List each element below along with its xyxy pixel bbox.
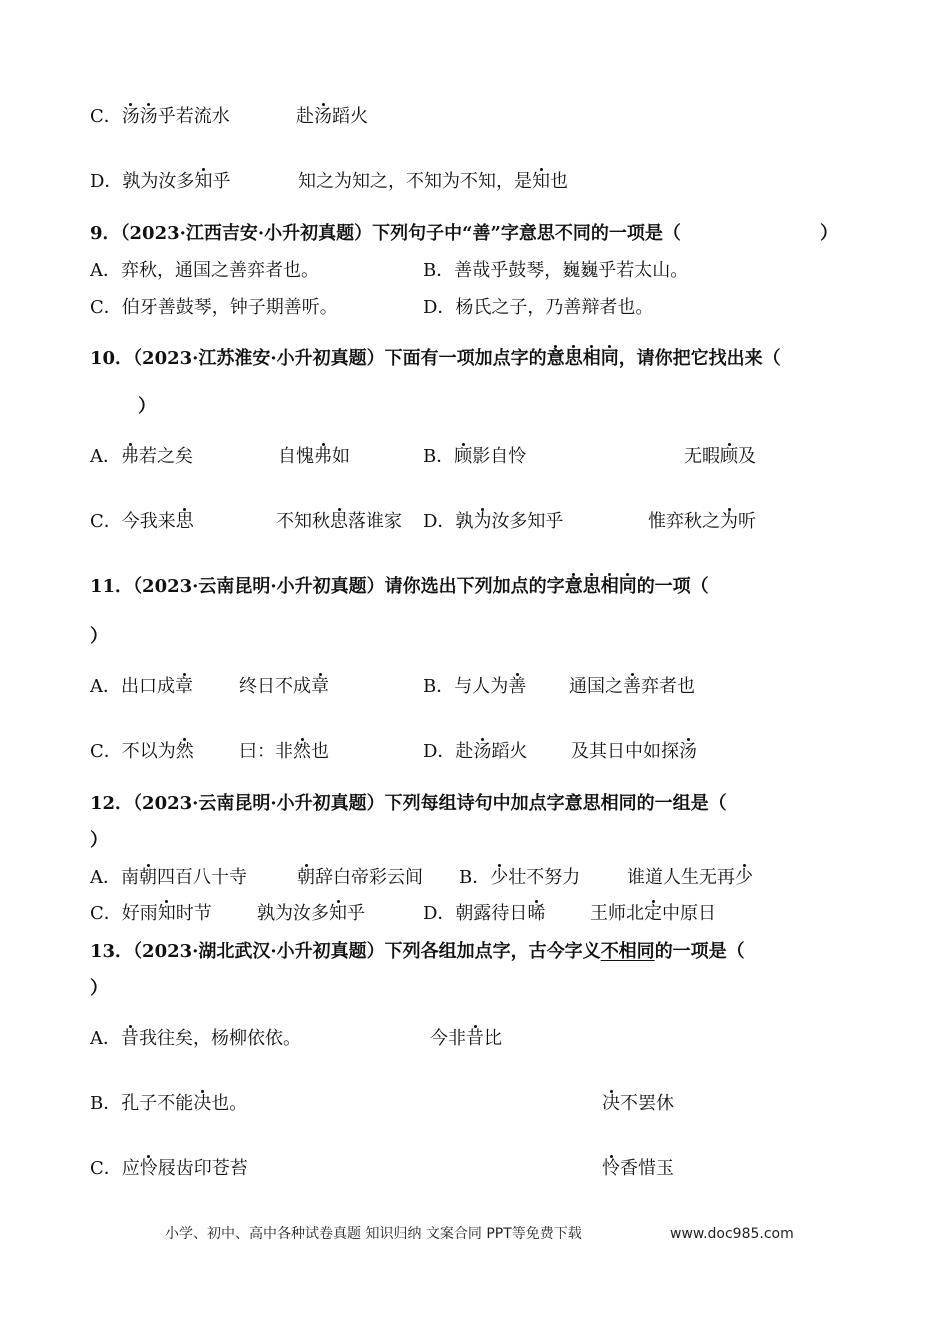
- text-segment: 香惜玉: [620, 1158, 674, 1179]
- text-line-q10: [90, 350, 781, 368]
- dotted-char: 然: [293, 741, 311, 762]
- text-line-c11b: [239, 743, 329, 761]
- text-line-d8b: [298, 173, 568, 191]
- text-segment: 今非: [430, 1028, 466, 1049]
- dotted-char: 顾: [720, 446, 738, 467]
- dotted-char: 弗: [314, 446, 332, 467]
- text-line-q12r: [90, 832, 108, 850]
- text-line-a9: [90, 262, 319, 280]
- text-segment: C．不以为: [90, 741, 176, 762]
- dotted-char: 章: [175, 676, 193, 697]
- text-line-a13b: [430, 1030, 502, 1048]
- text-segment: D．朝露待日: [423, 903, 528, 924]
- text-line-d10b: [648, 513, 756, 531]
- text-segment: 如: [332, 446, 350, 467]
- text-segment: 的一项（: [636, 576, 709, 597]
- text-segment: 自愧: [278, 446, 314, 467]
- dotted-char: 善: [623, 676, 641, 697]
- text-line-c13b: [602, 1160, 674, 1178]
- text-segment: ，请你把它找出来（: [618, 348, 781, 369]
- text-segment: 我往矣，杨柳依依。: [139, 1028, 301, 1049]
- text-line-a13: [90, 1030, 301, 1048]
- text-segment: 中原日: [662, 903, 716, 924]
- text-line-q10r: [138, 398, 156, 416]
- dotted-char: 为: [473, 511, 492, 532]
- text-line-q11r: [90, 628, 108, 646]
- text-segment: 辞白帝彩云间: [315, 867, 423, 888]
- text-segment: 曰：非: [239, 741, 293, 762]
- text-segment: ）: [90, 626, 108, 647]
- text-segment: 也: [550, 171, 568, 192]
- text-segment: 9．（2023·江西吉安·小升初真题）下列句子中“善”字意思不同的一项是（: [90, 223, 681, 244]
- dotted-char: 少: [735, 867, 753, 888]
- dotted-char: 汤: [139, 106, 158, 127]
- text-line-q13r: [90, 980, 108, 998]
- text-segment: D．杨氏之子，乃善辩者也。: [423, 297, 654, 318]
- dotted-char: 昔: [121, 1028, 139, 1049]
- text-line-c12: [90, 905, 212, 923]
- text-segment: 壮不努力: [508, 867, 581, 888]
- text-segment: 屐齿印苍苔: [157, 1158, 248, 1179]
- text-line-a10: [90, 448, 193, 466]
- text-segment: ）: [138, 396, 156, 417]
- text-segment: A．弈秋，通国之善弈者也。: [90, 260, 319, 281]
- text-segment: 乎: [347, 903, 365, 924]
- text-segment: 的一项是（: [654, 941, 745, 962]
- text-segment: C．好雨: [90, 903, 158, 924]
- text-segment: C．伯牙善鼓琴，钟子期善听。: [90, 297, 338, 318]
- text-segment: 时节: [175, 903, 212, 924]
- text-segment: 蹈火: [491, 741, 528, 762]
- text-line-d12b: [590, 905, 716, 923]
- text-line-c10: [90, 513, 194, 531]
- text-segment: 蹈火: [332, 106, 368, 127]
- text-segment: 通国之: [569, 676, 623, 697]
- text-segment: 听: [738, 511, 756, 532]
- text-segment: 汝多知乎: [491, 511, 564, 532]
- dotted-char: 定: [644, 903, 662, 924]
- text-line-d11b: [571, 743, 697, 761]
- dotted-char: 决: [602, 1093, 620, 1114]
- text-segment: 也。: [211, 1093, 248, 1114]
- text-line-d12: [423, 905, 545, 923]
- text-line-q9: [90, 225, 681, 243]
- dotted-char: 汤: [314, 106, 332, 127]
- text-line-b10: [423, 448, 526, 466]
- text-line-c8b: [296, 108, 368, 126]
- dotted-char: 同: [600, 348, 619, 369]
- text-line-q9r: [820, 225, 838, 243]
- dotted-char: 相: [582, 348, 601, 369]
- dotted-char: 章: [311, 676, 329, 697]
- dotted-char: 顾: [454, 446, 473, 467]
- text-line-cc9: [90, 299, 338, 317]
- text-segment: ）: [90, 830, 108, 851]
- dotted-char: 思: [564, 348, 583, 369]
- footer-url[interactable]: www.doc985.com: [670, 1226, 794, 1242]
- dotted-char: 知: [194, 171, 213, 192]
- text-segment: 孰为汝多: [257, 903, 329, 924]
- dotted-char: 少: [490, 867, 509, 888]
- text-segment: 不罢休: [620, 1093, 674, 1114]
- text-segment: C．应: [90, 1158, 140, 1179]
- text-segment: B．与人为: [423, 676, 509, 697]
- text-line-a11b: [239, 678, 329, 696]
- text-line-b12b: [627, 869, 753, 887]
- dotted-char: 汤: [473, 741, 492, 762]
- text-line-b9: [423, 262, 688, 280]
- text-line-q13: [90, 943, 745, 961]
- dotted-char: 怜: [139, 1158, 158, 1179]
- text-line-b13: [90, 1095, 247, 1113]
- text-segment: 终日不成: [239, 676, 311, 697]
- dotted-char: 思: [330, 511, 348, 532]
- text-line-dd9: [423, 299, 653, 317]
- text-segment: 王师北: [590, 903, 644, 924]
- text-line-c10b: [276, 513, 402, 531]
- dotted-char: 朝: [297, 867, 315, 888]
- text-segment: B．孔子不能: [90, 1093, 194, 1114]
- text-segment: 也: [311, 741, 329, 762]
- text-line-q11: [90, 578, 709, 596]
- text-line-d10: [423, 513, 563, 531]
- text-segment: A．: [90, 1028, 121, 1049]
- dotted-char: 汤: [679, 741, 697, 762]
- text-segment: B．: [459, 867, 491, 888]
- dotted-char: 朝: [139, 867, 157, 888]
- footer-text: 小学、初中、高中各种试卷真题 知识归纳 文案合同 PPT等免费下载: [165, 1226, 582, 1242]
- text-segment: 惟弈秋之: [648, 511, 720, 532]
- underlined-text: 不相同: [600, 941, 655, 962]
- text-segment: 若之矣: [139, 446, 193, 467]
- text-line-c8: [90, 108, 230, 126]
- text-segment: 不知秋: [276, 511, 330, 532]
- text-segment: 乎: [212, 171, 231, 192]
- text-segment: D．孰为汝多: [90, 171, 195, 192]
- dotted-char: 知: [329, 903, 347, 924]
- text-segment: A．出口成: [90, 676, 175, 697]
- dotted-char: 知: [157, 903, 176, 924]
- dotted-char: 怜: [602, 1158, 620, 1179]
- text-segment: 谁道人生无再: [627, 867, 735, 888]
- text-segment: 10．（2023·江苏淮安·小升初真题）下面有一项加点字的: [90, 348, 547, 369]
- text-line-b12: [459, 869, 580, 887]
- dotted-char: 思: [582, 576, 601, 597]
- text-segment: A．: [90, 446, 121, 467]
- text-segment: ）: [90, 978, 108, 999]
- text-line-c11: [90, 743, 194, 761]
- text-segment: B．善哉乎鼓琴，巍巍乎若太山。: [423, 260, 689, 281]
- dotted-char: 弗: [121, 446, 139, 467]
- text-line-d8: [90, 173, 230, 191]
- text-segment: 13．（2023·湖北武汉·小升初真题）下列各组加点字，古今字义: [90, 941, 601, 962]
- text-segment: 影自怜: [472, 446, 527, 467]
- text-segment: 及其日中如探: [571, 741, 679, 762]
- text-line-a10b: [278, 448, 350, 466]
- text-segment: A．南: [90, 867, 139, 888]
- text-segment: 赴: [296, 106, 314, 127]
- text-segment: 11．（2023·云南昆明·小升初真题）请你选出下列加点的字: [90, 576, 565, 597]
- text-segment: 12．（2023·云南昆明·小升初真题）下列每组诗句中加点字意思相同的一组是（: [90, 793, 727, 814]
- text-line-a11: [90, 678, 193, 696]
- dotted-char: 晞: [527, 903, 546, 924]
- text-line-c12b: [257, 905, 365, 923]
- text-line-b13b: [602, 1095, 674, 1113]
- text-segment: D．孰: [423, 511, 474, 532]
- dotted-char: 善: [508, 676, 527, 697]
- text-line-d11: [423, 743, 527, 761]
- text-segment: 比: [484, 1028, 502, 1049]
- text-line-b11b: [569, 678, 695, 696]
- text-segment: 知之为知之，不知为不知，是: [298, 171, 532, 192]
- text-segment: 四百八十寺: [157, 867, 247, 888]
- dotted-char: 相: [600, 576, 619, 597]
- dotted-char: 知: [532, 171, 550, 192]
- text-segment: B．: [423, 446, 455, 467]
- text-segment: C．今我来: [90, 511, 176, 532]
- dotted-char: 决: [193, 1093, 212, 1114]
- dotted-char: 然: [175, 741, 194, 762]
- text-line-q12: [90, 795, 727, 813]
- dotted-char: 意: [546, 348, 565, 369]
- text-line-a12: [90, 869, 247, 887]
- text-segment: C．: [90, 106, 122, 127]
- text-segment: 无暇: [684, 446, 720, 467]
- text-segment: 弈者也: [641, 676, 695, 697]
- dotted-char: 汤: [121, 106, 140, 127]
- text-line-b10b: [684, 448, 756, 466]
- text-line-a12b: [297, 869, 423, 887]
- text-segment: 及: [738, 446, 756, 467]
- text-line-b11: [423, 678, 526, 696]
- dotted-char: 同: [618, 576, 637, 597]
- dotted-char: 意: [564, 576, 583, 597]
- text-segment: 落谁家: [348, 511, 402, 532]
- dotted-char: 为: [720, 511, 738, 532]
- text-segment: D．赴: [423, 741, 474, 762]
- dotted-char: 昔: [466, 1028, 484, 1049]
- text-segment: 乎若流水: [157, 106, 230, 127]
- dotted-char: 思: [175, 511, 194, 532]
- text-line-c13: [90, 1160, 248, 1178]
- text-segment: ）: [820, 223, 838, 244]
